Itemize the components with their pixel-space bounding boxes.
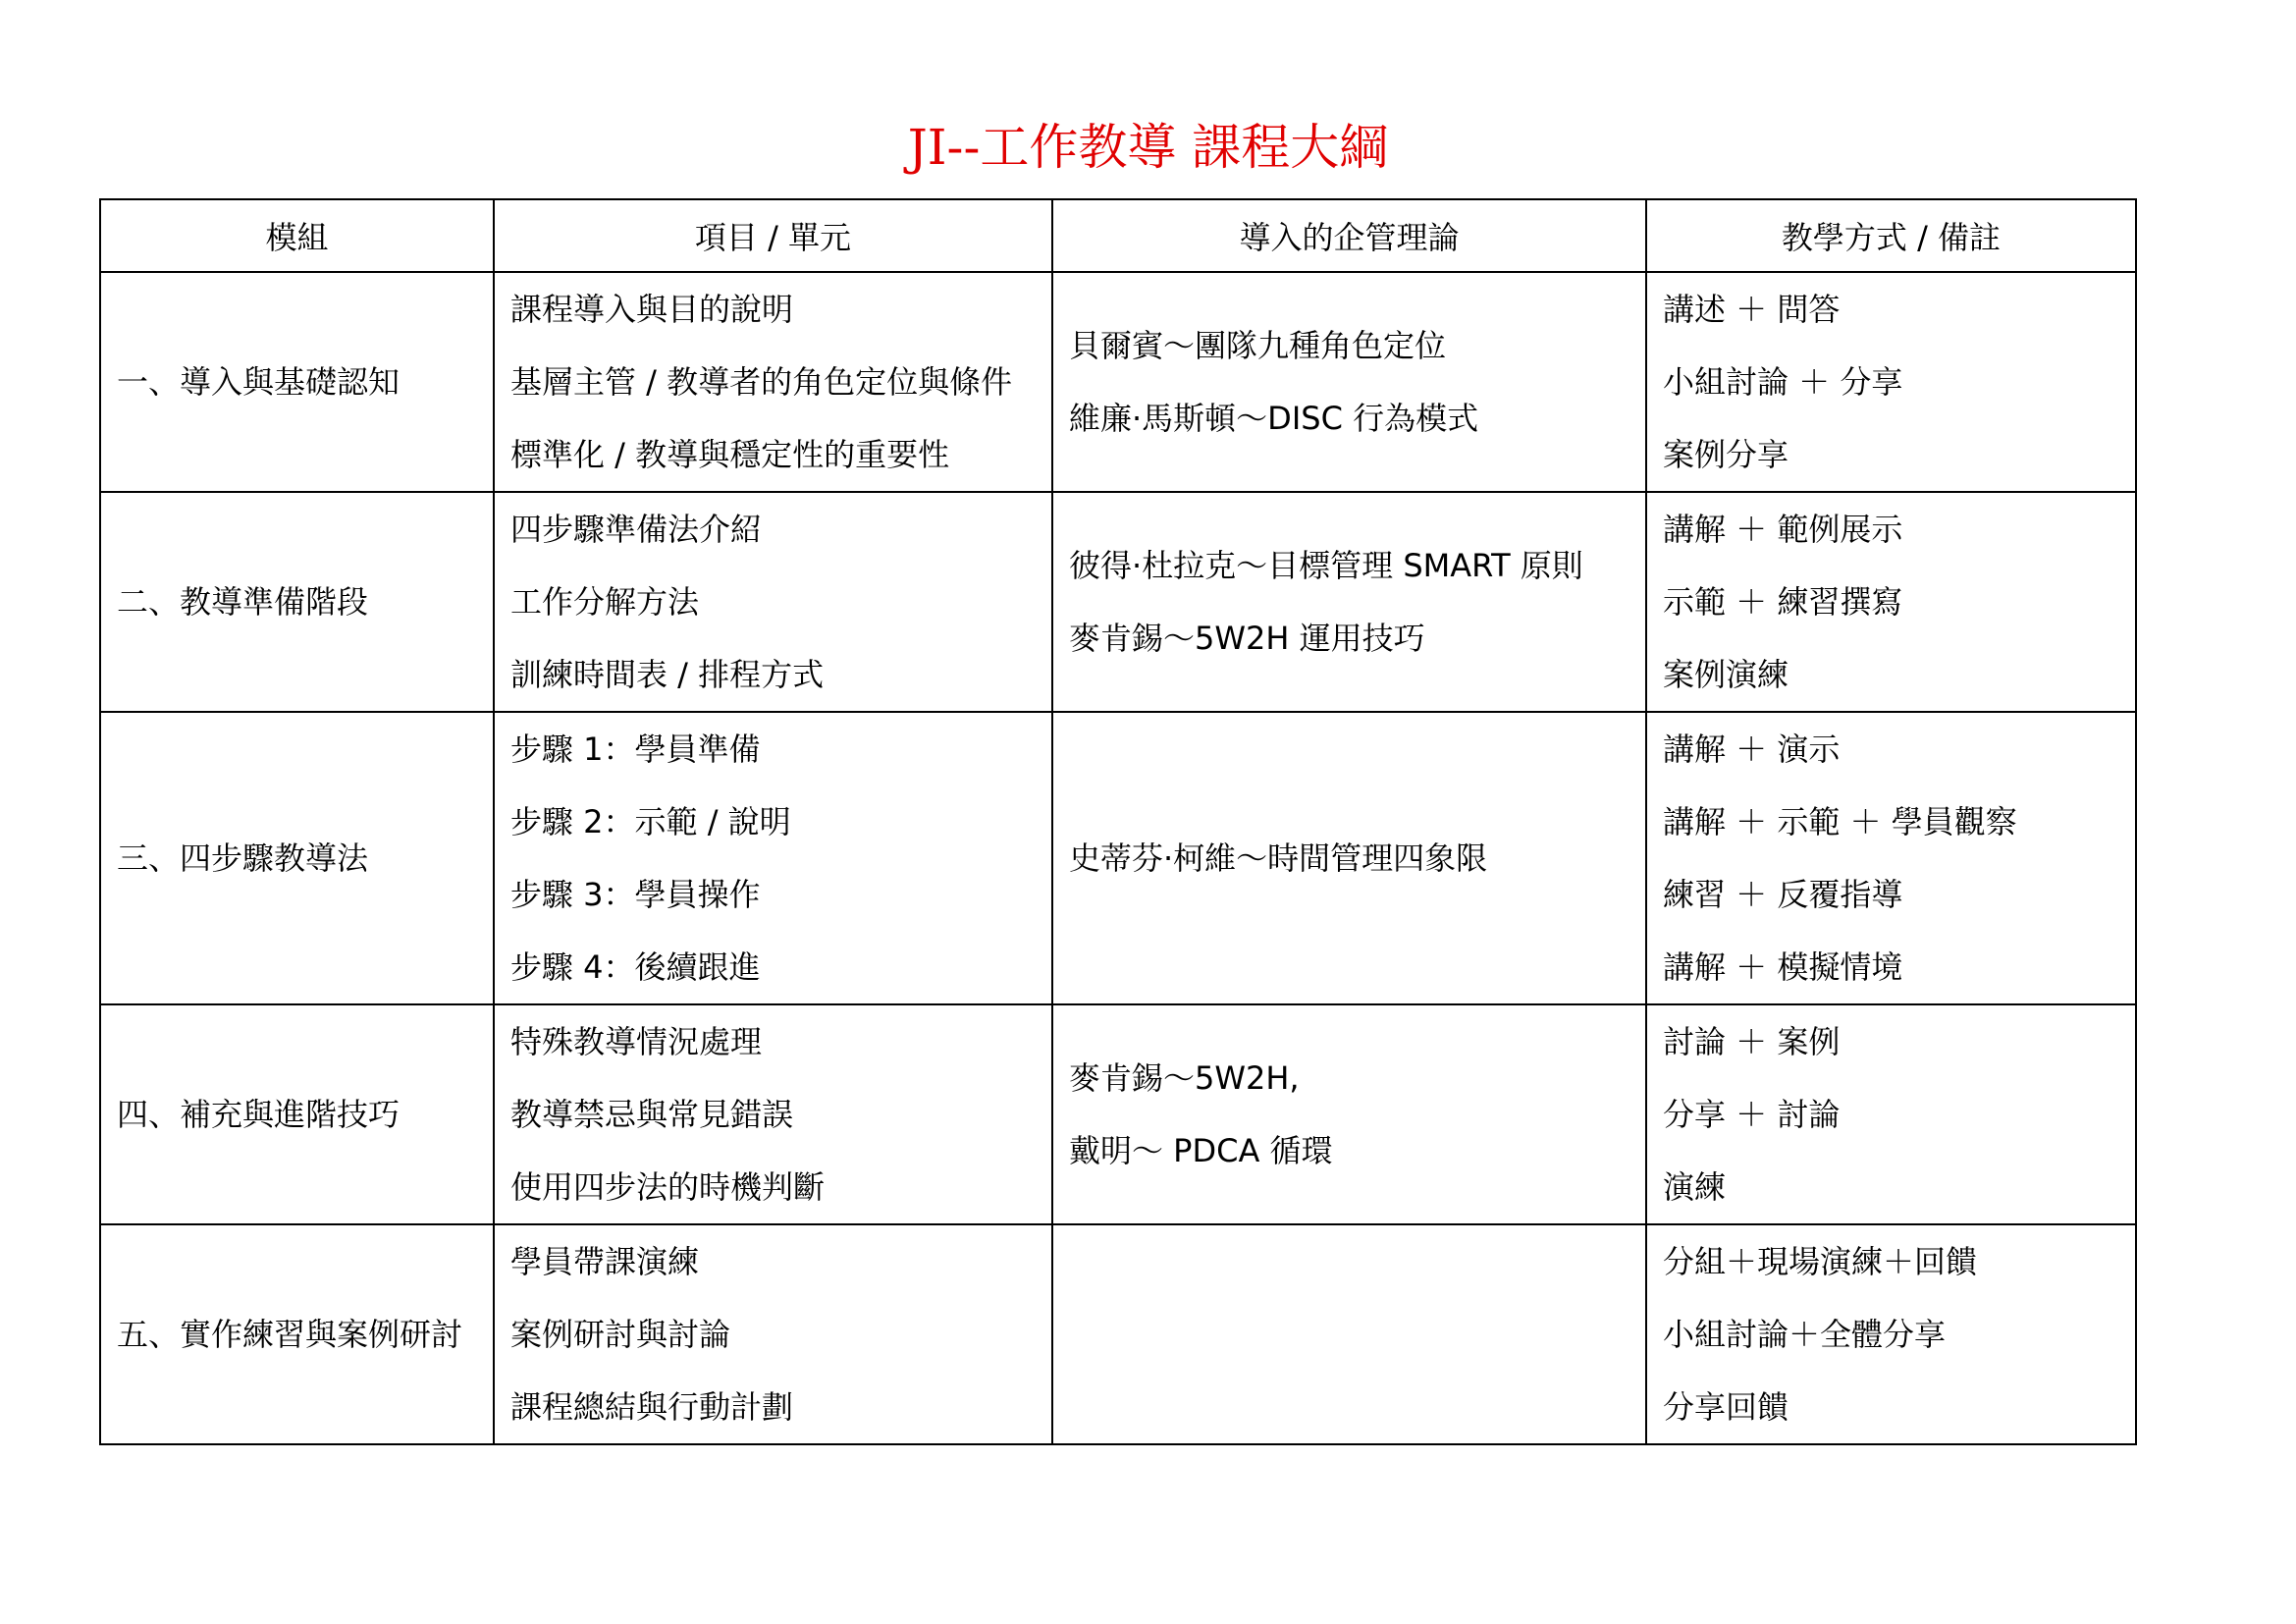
list-item: 工作分解方法	[510, 583, 700, 621]
theory-cell	[1052, 492, 1646, 712]
header-method: 教學方式 / 備註	[1646, 199, 2136, 272]
method-item: 案例分享	[1663, 436, 1789, 473]
method-item: 練習 ＋ 反覆指導	[1663, 876, 1903, 913]
table-row	[100, 1224, 2136, 1444]
method-cell	[1646, 712, 2136, 1004]
theory-item: 史蒂芬·柯維～時間管理四象限	[1069, 839, 1488, 877]
list-item: 步驟 2：示範 / 說明	[510, 803, 791, 840]
table-header-row	[100, 199, 2136, 272]
list-item: 步驟 4：後續跟進	[510, 948, 761, 986]
table-row	[100, 1004, 2136, 1224]
header-module: 模組	[100, 199, 494, 272]
method-cell	[1646, 272, 2136, 492]
method-item: 小組討論＋全體分享	[1663, 1316, 1947, 1353]
header-items: 項目 / 單元	[494, 199, 1052, 272]
header-theory: 導入的企管理論	[1052, 199, 1646, 272]
table-row	[100, 272, 2136, 492]
list-item: 步驟 3：學員操作	[510, 876, 761, 913]
theory-cell	[1052, 272, 1646, 492]
method-item: 小組討論 ＋ 分享	[1663, 363, 1903, 401]
method-item: 演練	[1663, 1168, 1727, 1206]
list-item: 基層主管 / 教導者的角色定位與條件	[510, 363, 1013, 401]
method-cell	[1646, 492, 2136, 712]
theory-item: 戴明～ PDCA 循環	[1069, 1132, 1333, 1169]
items-cell	[494, 1004, 1052, 1224]
module-name: 四、補充與進階技巧	[117, 1096, 400, 1133]
items-cell	[494, 1224, 1052, 1444]
method-item: 分享回饋	[1663, 1388, 1789, 1426]
theory-item: 維廉·馬斯頓～DISC 行為模式	[1069, 400, 1479, 437]
method-item: 討論 ＋ 案例	[1663, 1023, 1841, 1060]
list-item: 步驟 1：學員準備	[510, 731, 761, 768]
list-item: 學員帶課演練	[510, 1243, 700, 1280]
module-cell	[100, 1224, 494, 1444]
items-cell	[494, 712, 1052, 1004]
list-item: 課程導入與目的說明	[510, 291, 794, 328]
method-item: 講解 ＋ 模擬情境	[1663, 948, 1903, 986]
page-title: JI--工作教導 課程大綱	[907, 119, 1389, 176]
list-item: 特殊教導情況處理	[510, 1023, 763, 1060]
items-cell	[494, 492, 1052, 712]
theory-item: 貝爾賓～團隊九種角色定位	[1069, 327, 1447, 364]
method-item: 講解 ＋ 範例展示	[1663, 511, 1903, 548]
list-item: 教導禁忌與常見錯誤	[510, 1096, 794, 1133]
module-name: 一、導入與基礎認知	[117, 363, 400, 401]
list-item: 案例研討與討論	[510, 1316, 731, 1353]
method-cell	[1646, 1004, 2136, 1224]
method-item: 分組＋現場演練＋回饋	[1663, 1243, 1978, 1280]
method-item: 案例演練	[1663, 656, 1789, 693]
theory-cell	[1052, 1224, 1646, 1444]
method-item: 講解 ＋ 演示	[1663, 731, 1841, 768]
table-body	[100, 272, 2136, 1444]
list-item: 標準化 / 教導與穩定性的重要性	[510, 436, 950, 473]
items-cell	[494, 272, 1052, 492]
theory-item: 彼得·杜拉克～目標管理 SMART 原則	[1069, 547, 1583, 584]
module-name: 三、四步驟教導法	[117, 839, 369, 877]
theory-cell	[1052, 712, 1646, 1004]
syllabus-table	[99, 198, 2137, 1445]
list-item: 四步驟準備法介紹	[510, 511, 763, 548]
theory-item: 麥肯錫～5W2H,	[1069, 1059, 1300, 1097]
module-cell	[100, 492, 494, 712]
module-cell	[100, 272, 494, 492]
table-row	[100, 712, 2136, 1004]
method-cell	[1646, 1224, 2136, 1444]
theory-item: 麥肯錫～5W2H 運用技巧	[1069, 620, 1425, 657]
module-name: 五、實作練習與案例研討	[117, 1316, 463, 1353]
list-item: 訓練時間表 / 排程方式	[510, 656, 825, 693]
method-item: 講解 ＋ 示範 ＋ 學員觀察	[1663, 803, 2017, 840]
theory-cell	[1052, 1004, 1646, 1224]
table-row	[100, 492, 2136, 712]
method-item: 分享 ＋ 討論	[1663, 1096, 1841, 1133]
method-item: 示範 ＋ 練習撰寫	[1663, 583, 1903, 621]
method-item: 講述 ＋ 問答	[1663, 291, 1841, 328]
module-cell	[100, 712, 494, 1004]
module-cell	[100, 1004, 494, 1224]
list-item: 使用四步法的時機判斷	[510, 1168, 826, 1206]
list-item: 課程總結與行動計劃	[510, 1388, 794, 1426]
module-name: 二、教導準備階段	[117, 583, 369, 621]
